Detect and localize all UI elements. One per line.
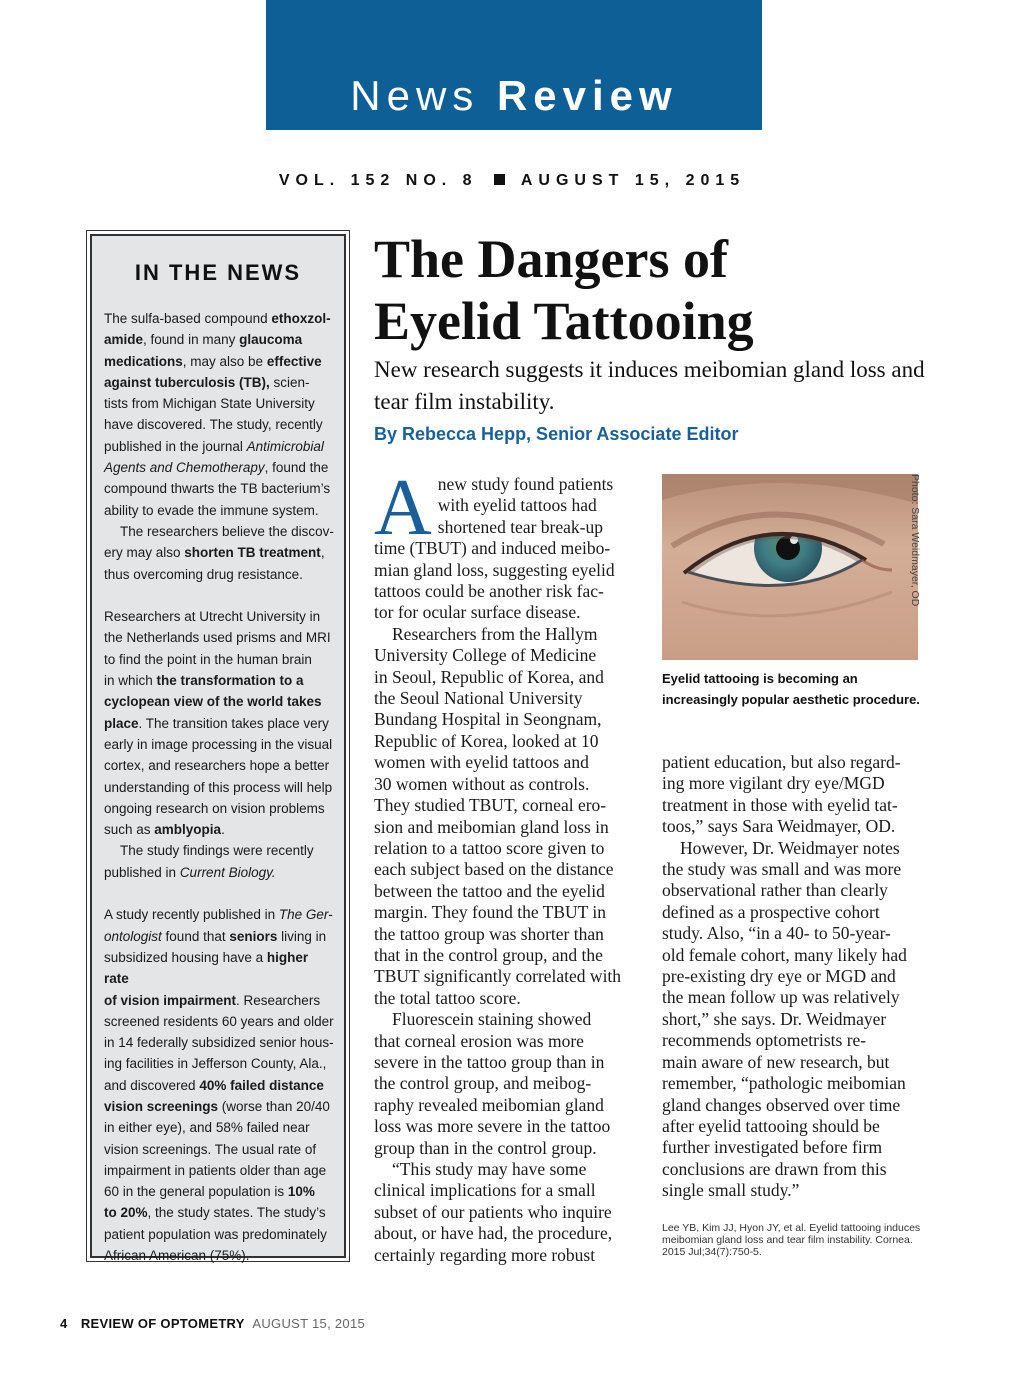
sidebar-text-run: found that — [161, 928, 230, 944]
article-line: severe in the tattoo group than in — [374, 1051, 605, 1072]
article-line: the mean follow up was relatively — [662, 987, 900, 1008]
sidebar-text-run: 60 in the general population is — [104, 1184, 288, 1200]
sidebar-text-run: , — [320, 545, 325, 561]
eye-photo — [662, 474, 918, 660]
article-line: toos,” says Sara Weidmayer, OD. — [662, 816, 896, 837]
article-line: study. Also, “in a 40- to 50-year- — [662, 923, 891, 944]
article-column-1 — [374, 464, 638, 1266]
article-headline — [374, 228, 934, 352]
sidebar-text-run: early in image processing in the visual — [104, 736, 333, 752]
sidebar-text-run: The researchers believe the discov- — [120, 523, 334, 539]
sidebar-text-run: . Researchers — [236, 992, 321, 1008]
sidebar-text-run: seniors — [229, 928, 278, 944]
article-line: observational rather than clearly — [662, 880, 888, 901]
sidebar-text-run: the Netherlands used prisms and MRI — [104, 630, 331, 646]
headline-line-2: Eyelid Tattooing — [374, 291, 754, 351]
sidebar-paragraph — [104, 521, 336, 585]
sidebar-text-run: The study findings were recently — [120, 843, 314, 859]
sidebar-text-run: . The transition takes place very — [138, 715, 329, 731]
sidebar-text-run: vision screenings — [104, 1098, 219, 1114]
article-line: further investigated before firm — [662, 1137, 883, 1158]
article-line: in Seoul, Republic of Korea, and — [374, 666, 604, 687]
article-line: University College of Medicine — [374, 645, 597, 666]
headline-line-1: The Dangers of — [374, 229, 728, 289]
article-paragraph — [374, 624, 638, 1009]
drop-cap: A — [374, 464, 432, 552]
article-line: defined as a prospective cohort — [662, 901, 880, 922]
sidebar-text-run: place — [104, 715, 139, 731]
article-line: with eyelid tattoos had — [437, 495, 597, 516]
article-line: tor for ocular surface disease. — [374, 602, 581, 623]
article-line: subset of our patients who inquire — [374, 1201, 612, 1222]
article-line: raphy revealed meibomian gland — [374, 1094, 604, 1115]
sidebar-paragraph — [104, 606, 336, 840]
article-line: loss was more severe in the tattoo — [374, 1116, 611, 1137]
article-line: They studied TBUT, corneal ero- — [374, 795, 607, 816]
article-line: new study found patients — [437, 474, 614, 494]
article-line: mian gland loss, suggesting eyelid — [374, 559, 615, 580]
issue-volume: VOL. 152 NO. 8 — [278, 172, 478, 189]
article-line: conclusions are drawn from this — [662, 1158, 887, 1179]
sidebar-text-run: ery may also — [104, 545, 185, 561]
sidebar-text-run: impairment in patients older than age — [104, 1162, 327, 1178]
sidebar-text-run: ability to evade the immune system. — [104, 502, 319, 518]
article-line: relation to a tattoo score given to — [374, 837, 605, 858]
issue-date: AUGUST 15, 2015 — [520, 172, 746, 189]
article-paragraph — [662, 838, 928, 1202]
sidebar-text-run: cortex, and researchers hope a better — [104, 758, 330, 774]
section-title — [266, 74, 762, 118]
footer-date: AUGUST 15, 2015 — [252, 1316, 366, 1331]
sidebar-text-run: effective — [266, 353, 322, 369]
article-line: However, Dr. Weidmayer notes — [680, 837, 900, 858]
article-line: Republic of Korea, looked at 10 — [374, 730, 599, 751]
sidebar-text-run: scien- — [269, 374, 310, 390]
article-line: single small study.” — [662, 1180, 800, 1201]
article-line: the study was small and was more — [662, 859, 902, 880]
article-line: time (TBUT) and induced meibo- — [374, 538, 611, 559]
magazine-name: REVIEW OF OPTOMETRY — [80, 1316, 245, 1331]
sidebar-text-run: ethoxzol- — [271, 311, 331, 326]
sidebar-paragraph — [104, 840, 336, 883]
article-deck: New research suggests it induces meibomian gland loss and tear film instability. — [374, 357, 925, 414]
article-line: Bundang Hospital in Seongnam, — [374, 709, 602, 730]
sidebar-text-run: 10% — [287, 1184, 315, 1200]
sidebar-text-run: The Ger- — [278, 907, 333, 923]
sidebar-text-run: screened residents 60 years and older — [104, 1013, 334, 1029]
sidebar-text-run: in 14 federally subsidized senior hous- — [104, 1035, 334, 1051]
article-line: between the tattoo and the eyelid — [374, 880, 605, 901]
page-number: 4 — [60, 1316, 68, 1331]
sidebar-text-run: against tuberculosis (TB), — [104, 374, 270, 390]
sidebar-text-run: Current Biology. — [179, 864, 276, 880]
article-line: treatment in those with eyelid tat- — [662, 794, 898, 815]
sidebar-text-run: African American (75%). — [104, 1248, 250, 1264]
sidebar-text-run: patient population was predominately — [104, 1226, 327, 1242]
sidebar-text-run: , found the — [264, 460, 329, 476]
sidebar-text-run: , the study states. The study’s — [147, 1205, 326, 1221]
section-title-light: News — [350, 72, 497, 119]
sidebar-text-run: . — [221, 822, 225, 838]
article-line: certainly regarding more robust — [374, 1244, 596, 1265]
square-bullet-icon — [494, 174, 505, 185]
sidebar-text-run: Antimicrobial — [246, 438, 324, 454]
sidebar-text-run: shorten TB treatment — [184, 545, 321, 561]
sidebar-text-run: have discovered. The study, recently — [104, 417, 323, 433]
sidebar-text-run: tists from Michigan State University — [104, 396, 315, 412]
sidebar-text-run: higher rate — [104, 949, 309, 987]
article-line: remember, “pathologic meibomian — [662, 1073, 906, 1094]
sidebar-text-run: to 20% — [104, 1205, 148, 1221]
article-paragraph — [662, 752, 928, 838]
article-byline: By Rebecca Hepp, Senior Associate Editor — [374, 424, 739, 444]
article-line: group than in the control group. — [374, 1137, 597, 1158]
in-the-news-sidebar — [86, 230, 350, 1262]
sidebar-text-run: subsidized housing have a — [104, 949, 267, 965]
article-line: the control group, and meibog- — [374, 1073, 592, 1094]
article-line: each subject based on the distance — [374, 859, 614, 880]
sidebar-text-run: cyclopean view of the world takes — [104, 694, 322, 710]
sidebar-text-run: vision screenings. The usual rate of — [104, 1141, 317, 1157]
article-line: shortened tear break-up — [437, 516, 603, 537]
sidebar-text-run: and discovered — [104, 1077, 200, 1093]
sidebar-text-run: to find the point in the human brain — [104, 651, 312, 667]
sidebar-panel — [90, 234, 346, 1264]
sidebar-text-run: Agents and Chemotherapy — [104, 460, 265, 476]
article-line: the tattoo group was shorter than — [374, 923, 604, 944]
article-line: tattoos could be another risk fac- — [374, 581, 604, 602]
article-paragraph — [374, 1009, 638, 1159]
sidebar-text-run: medications — [104, 353, 183, 369]
photo-credit-text: Photo: Sara Weidmayer, OD — [909, 474, 921, 607]
section-title-bold: Review — [496, 72, 678, 119]
article-line: Researchers from the Hallym — [392, 623, 598, 644]
sidebar-text-run: A study recently published in — [104, 907, 279, 923]
article-line: short,” she says. Dr. Weidmayer — [662, 1008, 887, 1029]
sidebar-text-run: , found in many — [143, 332, 240, 348]
article-line: 30 women without as controls. — [374, 773, 590, 794]
article-line: TBUT significantly correlated with — [374, 966, 622, 987]
sidebar-text-run: amide — [104, 332, 144, 348]
article-line: Fluorescein staining showed — [392, 1009, 592, 1030]
article-line: recommends optometrists re- — [662, 1030, 867, 1051]
article-line: that corneal erosion was more — [374, 1030, 584, 1051]
issue-line — [0, 172, 1024, 190]
article-line: the total tattoo score. — [374, 987, 521, 1008]
sidebar-text-run: ing facilities in Jefferson County, Ala., — [104, 1056, 327, 1072]
article-line: after eyelid tattooing should be — [662, 1115, 880, 1136]
article-line: main aware of new research, but — [662, 1051, 890, 1072]
sidebar-news-text — [104, 308, 336, 1266]
article-line: women with eyelid tattoos and — [374, 752, 589, 773]
photo-credit — [909, 474, 938, 660]
article-line: old female cohort, many likely had — [662, 944, 907, 965]
photo-caption: Eyelid tattooing is becoming an increasingly popular aesthetic procedure. — [662, 671, 920, 707]
sidebar-text-run: understanding of this process will help — [104, 779, 333, 795]
article-line: the Seoul National University — [374, 688, 583, 709]
sidebar-text-run: living in — [277, 928, 327, 944]
article-line: margin. They found the TBUT in — [374, 902, 607, 923]
article-line: ing more vigilant dry eye/MGD — [662, 773, 885, 794]
sidebar-text-run: amblyopia — [154, 822, 222, 838]
article-column-2 — [662, 752, 928, 1202]
citation-reference: Lee YB, Kim JJ, Hyon JY, et al. Eyelid tattooing induces meibomian gland loss and tear film instability. Cornea. 2015 Jul;34(7):750-5. — [662, 1222, 921, 1258]
sidebar-text-run: the transformation to a — [156, 673, 304, 689]
article-line: that in the control group, and the — [374, 944, 603, 965]
page-footer — [60, 1316, 365, 1331]
sidebar-text-run: published in the journal — [104, 438, 247, 454]
sidebar-text-run: published in — [104, 864, 180, 880]
sidebar-text-run: , may also be — [182, 353, 267, 369]
sidebar-text-run: Researchers at Utrecht University in — [104, 609, 321, 625]
article-line: patient education, but also regard- — [662, 752, 901, 772]
sidebar-text-run: in which — [104, 673, 157, 689]
sidebar-text-run: 40% failed distance — [199, 1077, 324, 1093]
article-line: sion and meibomian gland loss in — [374, 816, 609, 837]
sidebar-text-run: The sulfa-based compound — [104, 311, 272, 326]
section-banner — [266, 0, 762, 130]
article-line: clinical implications for a small — [374, 1180, 596, 1201]
article-paragraph — [374, 1159, 638, 1266]
article-line: about, or have had, the procedure, — [374, 1223, 613, 1244]
sidebar-text-run: ontologist — [104, 928, 162, 944]
sidebar-paragraph — [104, 308, 336, 521]
sidebar-text-run: (worse than 20/40 — [218, 1098, 330, 1114]
sidebar-text-run: thus overcoming drug resistance. — [104, 566, 303, 582]
sidebar-text-run: compound thwarts the TB bacterium’s — [104, 481, 331, 497]
sidebar-paragraph — [104, 904, 336, 1266]
sidebar-text-run: of vision impairment — [104, 992, 237, 1008]
sidebar-text-run: in either eye), and 58% failed near — [104, 1120, 310, 1136]
article-line: gland changes observed over time — [662, 1094, 901, 1115]
sidebar-text-run: ongoing research on vision problems — [104, 800, 325, 816]
sidebar-text-run: glaucoma — [239, 332, 303, 348]
article-line: “This study may have some — [392, 1159, 587, 1179]
article-line: pre-existing dry eye or MGD and — [662, 966, 896, 987]
sidebar-heading: IN THE NEWS — [134, 260, 302, 285]
sidebar-text-run: such as — [104, 822, 155, 838]
eye-photo-image — [662, 474, 918, 660]
